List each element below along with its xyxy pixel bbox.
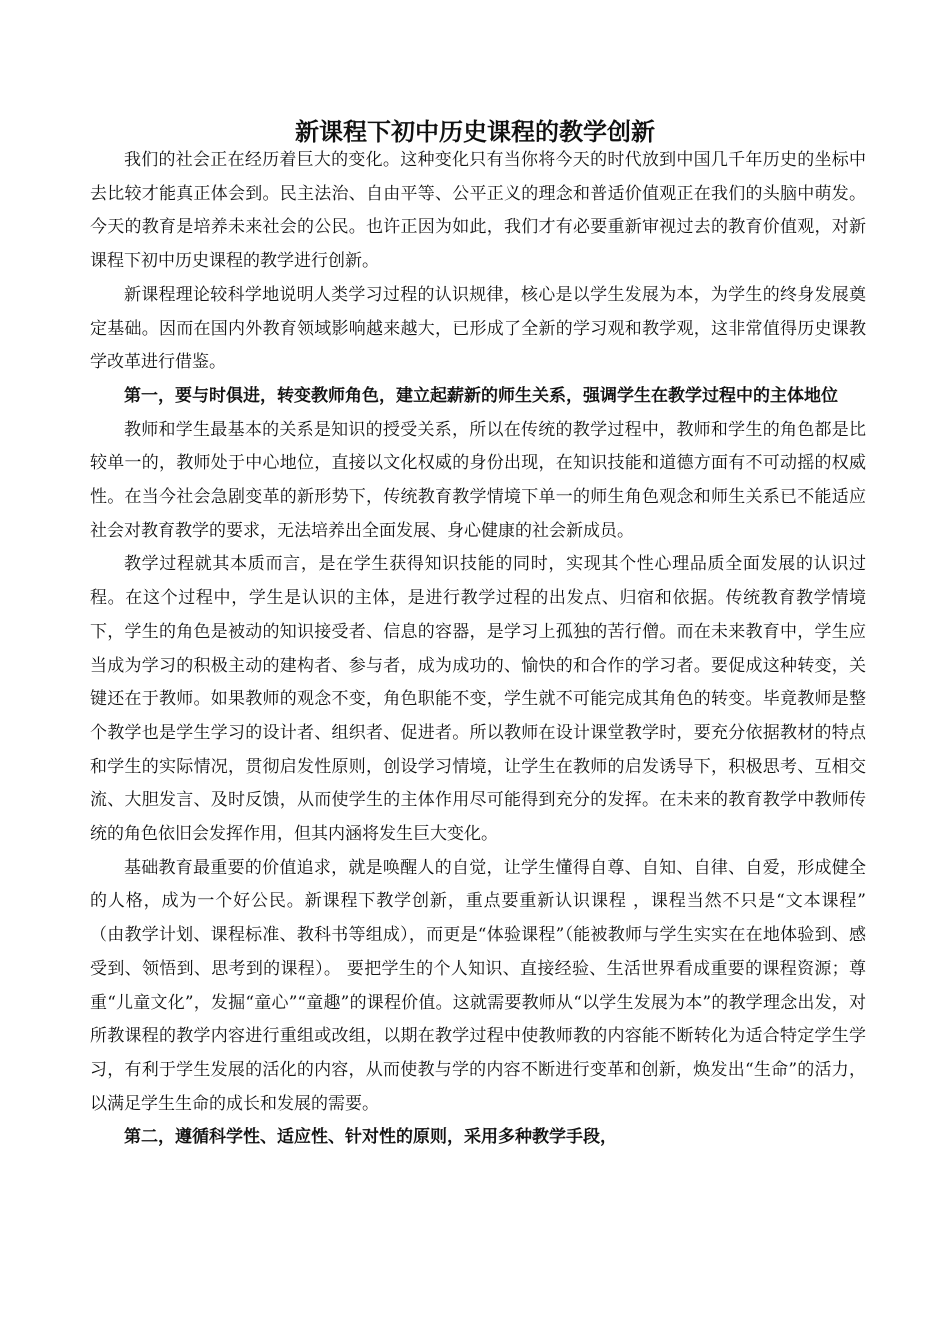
document-title: 新课程下初中历史课程的教学创新 — [295, 118, 655, 146]
paragraph-intro: 我们的社会正在经历着巨大的变化。这种变化只有当你将今天的时代放到中国几千年历史的坐标中去比较才能真正体会到。民主法治、自由平等、公平正义的理念和普适价值观正在我们的头脑中萌发。今天的教育是培养未来社会的公民。也许正因为如此，我们才有必要重新审视过去的教育价值观，对新课程下初中历史课程的教学进行创新。 — [90, 150, 866, 272]
paragraph-teacher-student: 教师和学生最基本的关系是知识的授受关系，所以在传统的教学过程中，教师和学生的角色都是比较单一的，教师处于中心地位，直接以文化权威的身份出现，在知识技能和道德方面有不可动摇的权威性。在当今社会急剧变革的新形势下，传统教育教学情境下单一的师生角色观念和师生关系已不能适应社会对教育教学的要求，无法培养出全面发展、身心健康的社会新成员。 — [90, 419, 866, 541]
paragraph-teaching-process: 教学过程就其本质而言，是在学生获得知识技能的同时，实现其个性心理品质全面发展的认识过程。在这个过程中，学生是认识的主体，是进行教学过程的出发点、归宿和依据。传统教育教学情境下，学生的角色是被动的知识接受者、信息的容器，是学习上孤独的苦行僧。而在未来教育中，学生应当成为学习的积极主动的建构者、参与者，成为成功的、愉快的和合作的学习者。要促成这种转变，关键还在于教师。如果教师的观念不变，角色职能不变，学生就不可能完成其角色的转变。毕竟教师是整个教学也是学生学习的设计者、组织者、促进者。所以教师在设计课堂教学时，要充分依据教材的特点和学生的实际情况，贯彻启发性原则，创设学习情境，让学生在教师的启发诱导下，积极思考、互相交流、大胆发言、及时反馈，从而使学生的主体作用尽可能得到充分的发挥。在未来的教育教学中教师传统的角色依旧会发挥作用，但其内涵将发生巨大变化。 — [90, 554, 866, 845]
section-heading-2: 第二，遵循科学性、适应性、针对性的原则，采用多种教学手段， — [124, 1127, 617, 1148]
paragraph-theory: 新课程理论较科学地说明人类学习过程的认识规律，核心是以学生发展为本，为学生的终身发展奠定基础。因而在国内外教育领域影响越来越大，已形成了全新的学习观和教学观，这非常值得历史课教学改革进行借鉴。 — [90, 284, 866, 373]
section-heading-1: 第一，要与时俱进，转变教师角色，建立起薪新的师生关系，强调学生在教学过程中的主体地位 — [124, 385, 838, 406]
document-body — [90, 144, 866, 1155]
paragraph-basic-education: 基础教育最重要的价值追求，就是唤醒人的自觉，让学生懂得自尊、自知、自律、自爱，形成健全的人格，成为一个好公民。新课程下教学创新，重点要重新认识课程 ，课程当然不只是“文本课程” （由教学计划、课程标准、教科书等组成），而更是“体验课程”（能被教师与学生实实在在地体验到、感受到、领悟到、思考到的课程）。 要把学生的个人知识、直接经验、生活世界看成重要的课程资源；尊重“儿童文化”，发掘“童心”“童趣”的课程价值。这就需要教师从“以学生发展为本”的教学理念出发，对所教课程的教学内容进行重组或改组，以期在教学过程中使教师教的内容能不断转化为适合特定学生学习，有利于学生发展的活化的内容，从而使教与学的内容不断进行变革和创新，焕发出“生命”的活力，以满足学生生命的成长和发展的需要。 — [90, 857, 866, 1114]
